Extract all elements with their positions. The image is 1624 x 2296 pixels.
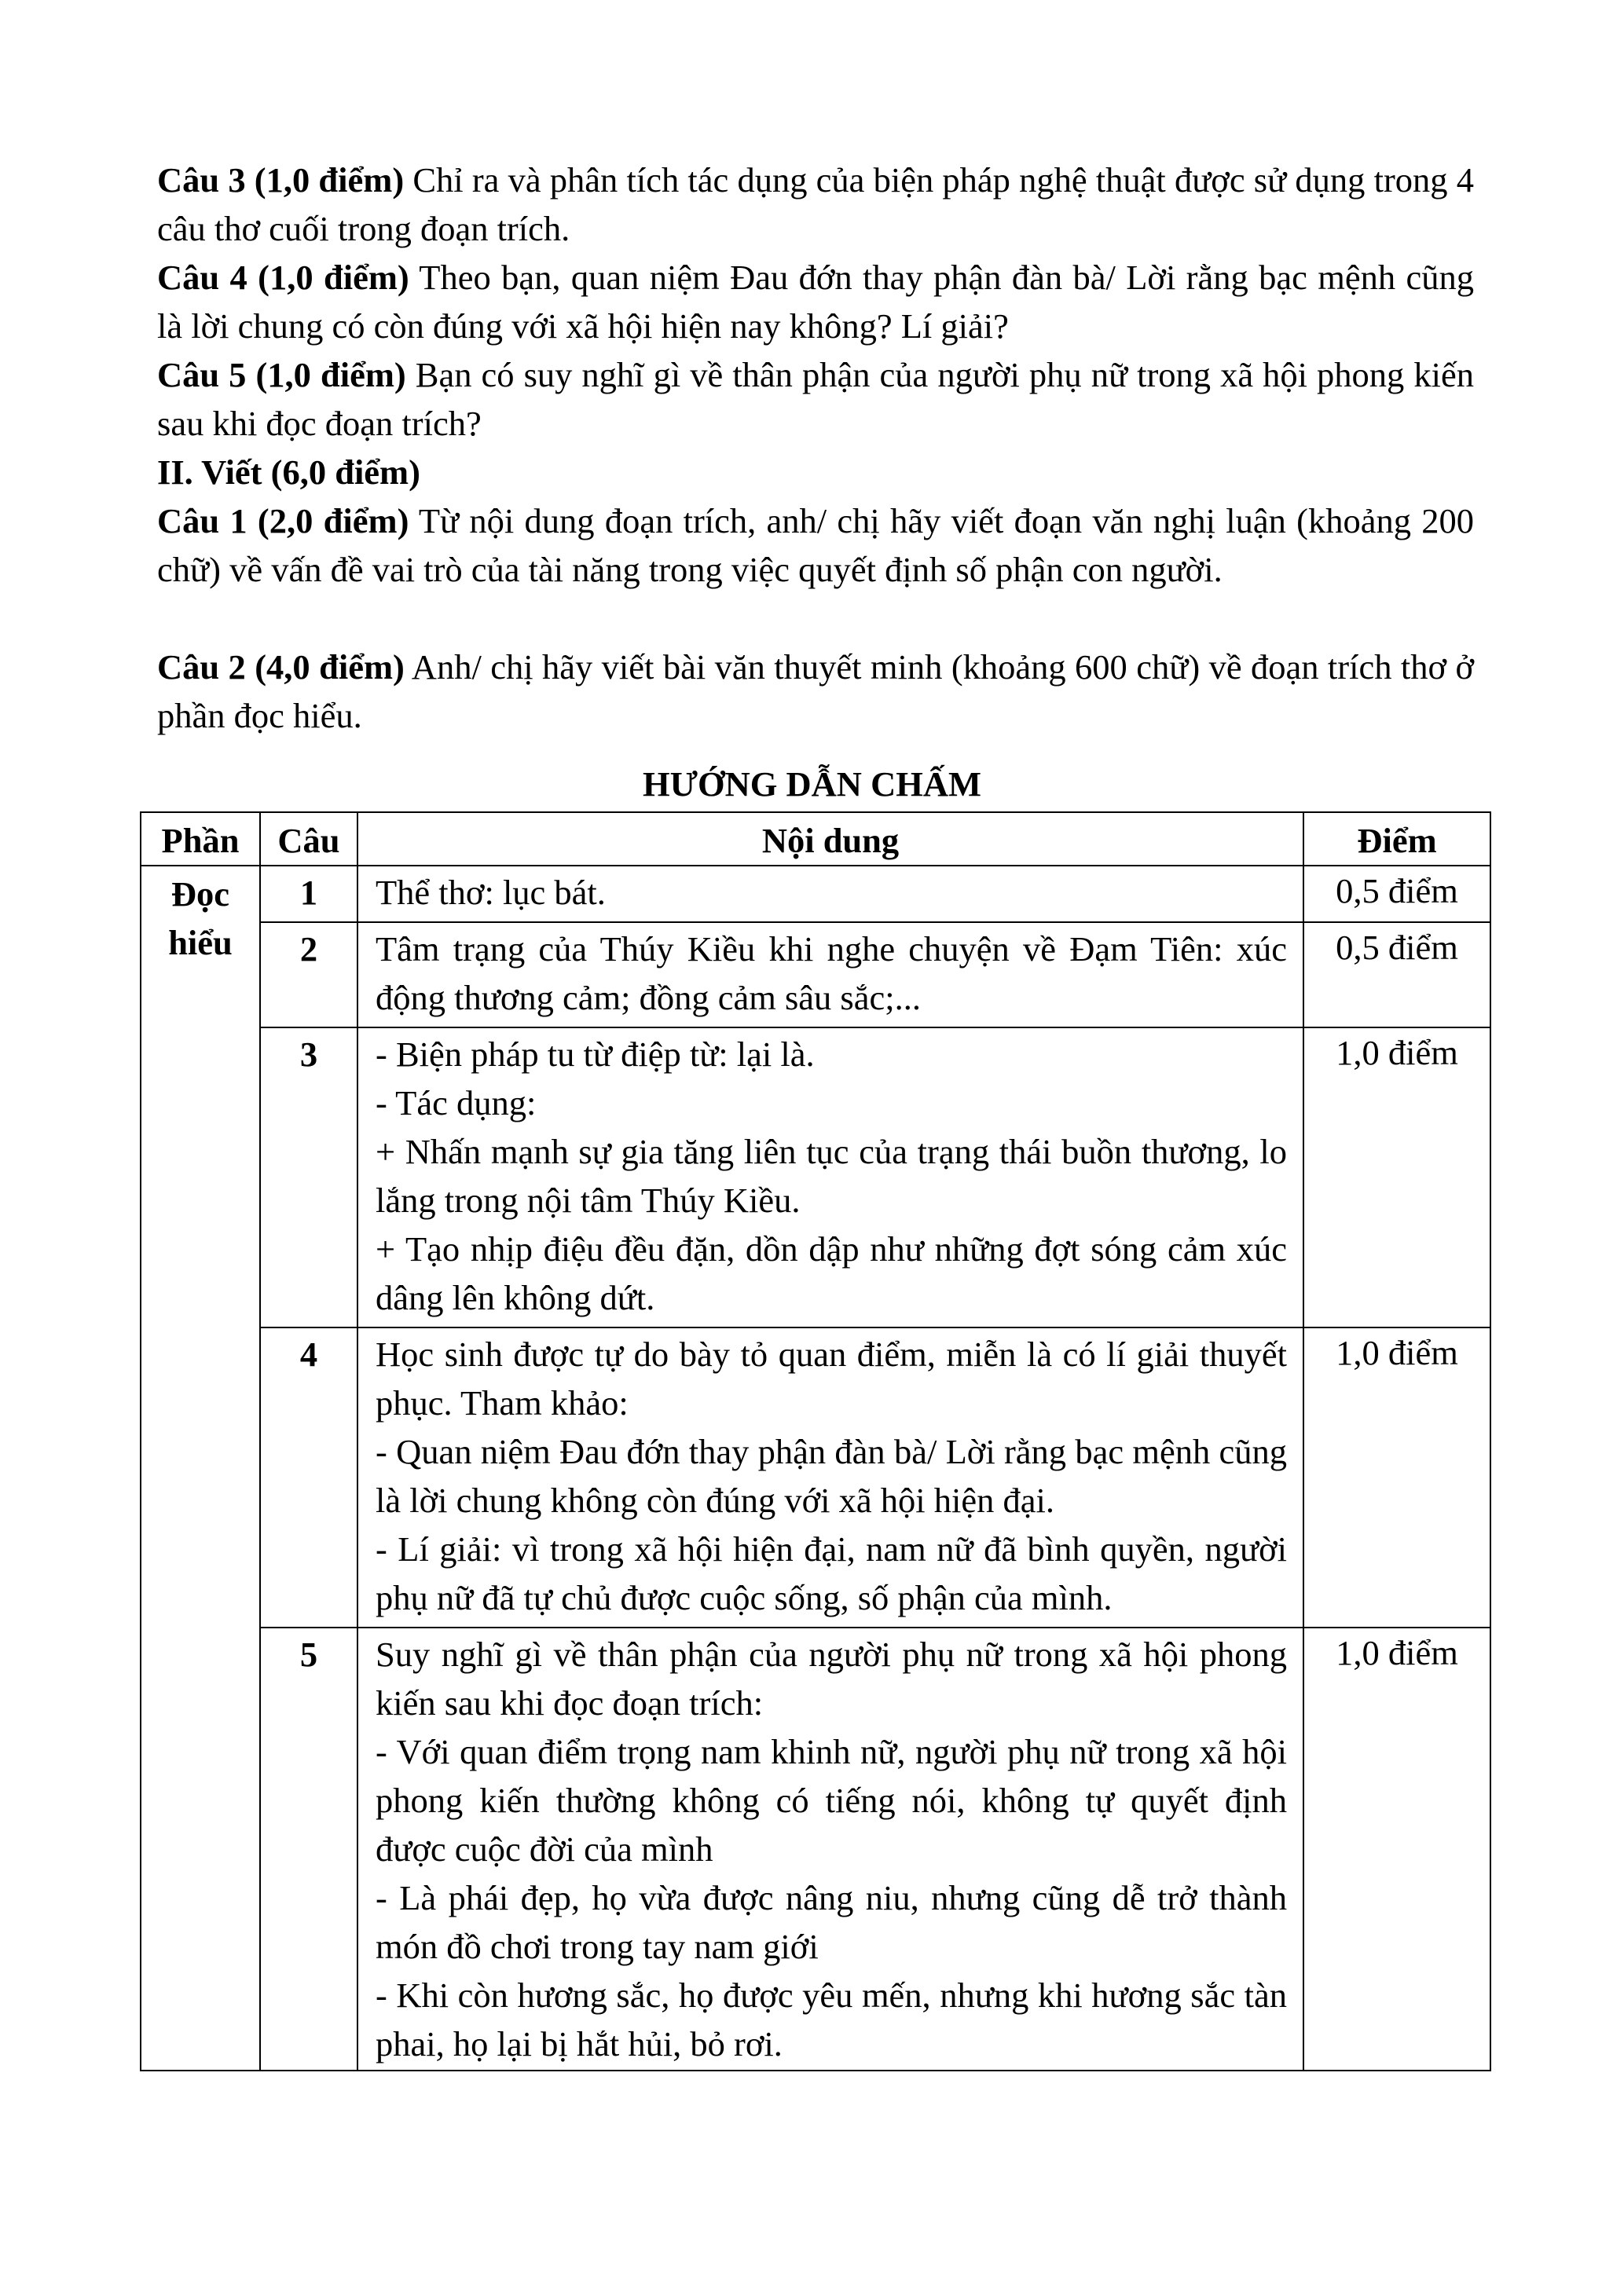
- header-content: Nội dung: [357, 812, 1303, 866]
- table-row: [141, 1628, 1490, 2071]
- table-header-row: [141, 812, 1490, 866]
- table-row: [141, 866, 1490, 922]
- row-content: [357, 1327, 1303, 1628]
- question-3-label: Câu 3 (1,0 điểm): [157, 160, 405, 200]
- header-part: Phần: [141, 812, 260, 866]
- grading-table: [140, 811, 1491, 2071]
- writing-question-1-text: Từ nội dung đoạn trích, anh/ chị hãy viết đoạn văn nghị luận (khoảng 200 chữ) về vấn đề vai trò của tài năng trong việc quyết định số phận con người.: [157, 501, 1474, 589]
- content-line: - Quan niệm Đau đớn thay phận đàn bà/ Lời rằng bạc mệnh cũng là lời chung không còn đúng với xã hội hiện đại.: [376, 1432, 1287, 1520]
- row-content: [357, 1027, 1303, 1327]
- content-line: + Nhấn mạnh sự gia tăng liên tục của trạng thái buồn thương, lo lắng trong nội tâm Thúy Kiều.: [376, 1132, 1287, 1220]
- header-score: Điểm: [1303, 812, 1490, 866]
- row-content: [357, 866, 1303, 922]
- part-cell: [141, 866, 260, 2071]
- content-line: Học sinh được tự do bày tỏ quan điểm, miễn là có lí giải thuyết phục. Tham khảo:: [376, 1335, 1287, 1423]
- question-5: [157, 350, 1474, 448]
- section-2-heading: II. Viết (6,0 điểm): [157, 452, 420, 492]
- content-line: - Lí giải: vì trong xã hội hiện đại, nam nữ đã bình quyền, người phụ nữ đã tự chủ được cuộc sống, số phận của mình.: [376, 1529, 1287, 1617]
- content-line: Tâm trạng của Thúy Kiều khi nghe chuyện về Đạm Tiên: xúc động thương cảm; đồng cảm sâu sắc;...: [376, 929, 1287, 1017]
- row-score: 0,5 điểm: [1303, 922, 1490, 1027]
- row-score: 1,0 điểm: [1303, 1628, 1490, 2071]
- question-4: [157, 253, 1474, 350]
- content-line: - Là phái đẹp, họ vừa được nâng niu, nhưng cũng dễ trở thành món đồ chơi trong tay nam giới: [376, 1878, 1287, 1966]
- row-score: 0,5 điểm: [1303, 866, 1490, 922]
- content-line: + Tạo nhịp điệu đều đặn, dồn dập như những đợt sóng cảm xúc dâng lên không dứt.: [376, 1229, 1287, 1317]
- header-question: Câu: [260, 812, 357, 866]
- grading-guide-title: HƯỚNG DẪN CHẤM: [643, 764, 981, 804]
- row-content: [357, 1628, 1303, 2071]
- row-number: 4: [260, 1327, 357, 1628]
- question-3: [157, 156, 1474, 253]
- question-4-text: Theo bạn, quan niệm Đau đớn thay phận đàn bà/ Lời rằng bạc mệnh cũng là lời chung có còn đúng với xã hội hiện nay không? Lí giải?: [157, 258, 1474, 346]
- row-number: 3: [260, 1027, 357, 1327]
- content-line: Suy nghĩ gì về thân phận của người phụ nữ trong xã hội phong kiến sau khi đọc đoạn trích:: [376, 1635, 1287, 1723]
- content-line: - Khi còn hương sắc, họ được yêu mến, nhưng khi hương sắc tàn phai, họ lại bị hắt hủi, bỏ rơi.: [376, 1976, 1287, 2063]
- question-5-label: Câu 5 (1,0 điểm): [157, 355, 406, 394]
- part-label: Đọc hiểu: [168, 874, 233, 962]
- row-score: 1,0 điểm: [1303, 1027, 1490, 1327]
- question-4-label: Câu 4 (1,0 điểm): [157, 258, 409, 297]
- table-row: [141, 1327, 1490, 1628]
- writing-question-1: [157, 496, 1474, 594]
- row-number: 5: [260, 1628, 357, 2071]
- content-line: - Biện pháp tu từ điệp từ: lại là.: [376, 1034, 815, 1074]
- writing-question-2-text: Anh/ chị hãy viết bài văn thuyết minh (khoảng 600 chữ) về đoạn trích thơ ở phần đọc hiểu.: [157, 647, 1474, 735]
- writing-question-1-label: Câu 1 (2,0 điểm): [157, 501, 409, 540]
- row-content: [357, 922, 1303, 1027]
- row-number: 1: [260, 866, 357, 922]
- content-line: - Tác dụng:: [376, 1083, 537, 1122]
- row-score: 1,0 điểm: [1303, 1327, 1490, 1628]
- row-number: 2: [260, 922, 357, 1027]
- content-line: Thể thơ: lục bát.: [376, 873, 606, 912]
- content-line: - Với quan điểm trọng nam khinh nữ, người phụ nữ trong xã hội phong kiến thường không có tiếng nói, không tự quyết định được cuộc đời của mình: [376, 1732, 1287, 1869]
- writing-question-2: [157, 643, 1474, 740]
- question-5-text: Bạn có suy nghĩ gì về thân phận của người phụ nữ trong xã hội phong kiến sau khi đọc đoạn trích?: [157, 355, 1474, 443]
- table-row: [141, 922, 1490, 1027]
- question-3-text: Chỉ ra và phân tích tác dụng của biện pháp nghệ thuật được sử dụng trong 4 câu thơ cuối trong đoạn trích.: [157, 160, 1474, 248]
- writing-question-2-label: Câu 2 (4,0 điểm): [157, 647, 405, 687]
- table-row: [141, 1027, 1490, 1327]
